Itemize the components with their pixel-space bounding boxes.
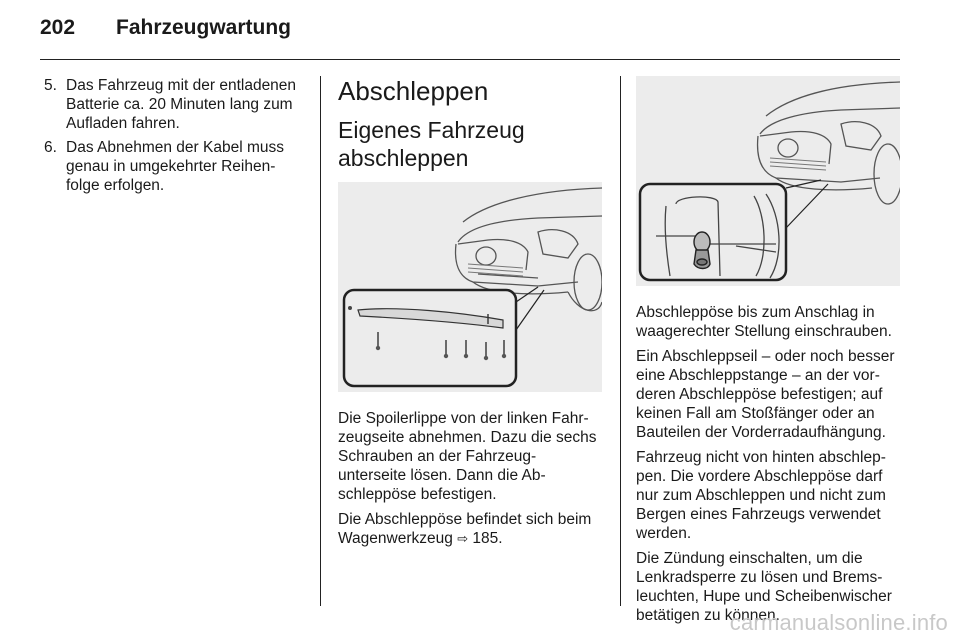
towing-eye-illustration [636, 76, 900, 286]
watermark: carmanualsonline.info [729, 610, 948, 635]
reference-paragraph [338, 510, 604, 548]
page-reference: 185. [472, 530, 503, 547]
column-1 [44, 76, 306, 200]
instruction-paragraph: Die Spoilerlippe von der linken Fahr-zeugseite abnehmen. Dazu die sechs Schrauben an der Fahrzeug-unterseite lösen. Dann die Ab-schleppöse befestigen. [338, 410, 597, 503]
step-number: 5. [44, 77, 57, 94]
spoiler-lip-illustration [338, 182, 602, 392]
column-divider [320, 76, 321, 606]
instruction-paragraph: Ein Abschleppseil – oder noch besser eine Abschleppstange – an der vor-deren Abschleppöse befestigen; auf keinen Fall am Stoßfänger oder an Bauteilen der Vorderradaufhängung. [636, 348, 895, 441]
instruction-paragraph: Abschleppöse bis zum Anschlag in waagerechter Stellung einschrauben. [636, 304, 892, 340]
step-item [44, 138, 306, 195]
column-divider [620, 76, 621, 606]
step-number: 6. [44, 139, 57, 156]
column-3 [636, 76, 904, 631]
step-text: Das Abnehmen der Kabel muss genau in umgekehrter Reihen-folge erfolgen. [66, 139, 284, 194]
reference-text: Die Abschleppöse befindet sich beim Wagenwerkzeug [338, 511, 592, 547]
header-rule [40, 59, 900, 60]
step-text: Das Fahrzeug mit der entladenen Batterie ca. 20 Minuten lang zum Aufladen fahren. [66, 77, 297, 132]
page-number: 202 [40, 16, 76, 39]
page-header [40, 16, 291, 46]
section-title: Abschleppen [338, 76, 489, 106]
page-title: Fahrzeugwartung [116, 16, 292, 39]
step-item [44, 76, 306, 133]
instruction-paragraph: Fahrzeug nicht von hinten abschlep-pen. Die vordere Abschleppöse darf nur zum Abschleppen und nicht zum Bergen eines Fahrzeugs verwendet werden. [636, 449, 886, 542]
page-ref-arrow-icon: ⇨ [457, 531, 469, 546]
instruction-paragraph: Die Zündung einschalten, um die Lenkradsperre zu lösen und Brems-leuchten, Hupe und Scheibenwischer betätigen zu können. [636, 550, 892, 624]
subsection-title: Eigenes Fahrzeug abschleppen [338, 117, 525, 171]
column-2 [338, 76, 604, 554]
